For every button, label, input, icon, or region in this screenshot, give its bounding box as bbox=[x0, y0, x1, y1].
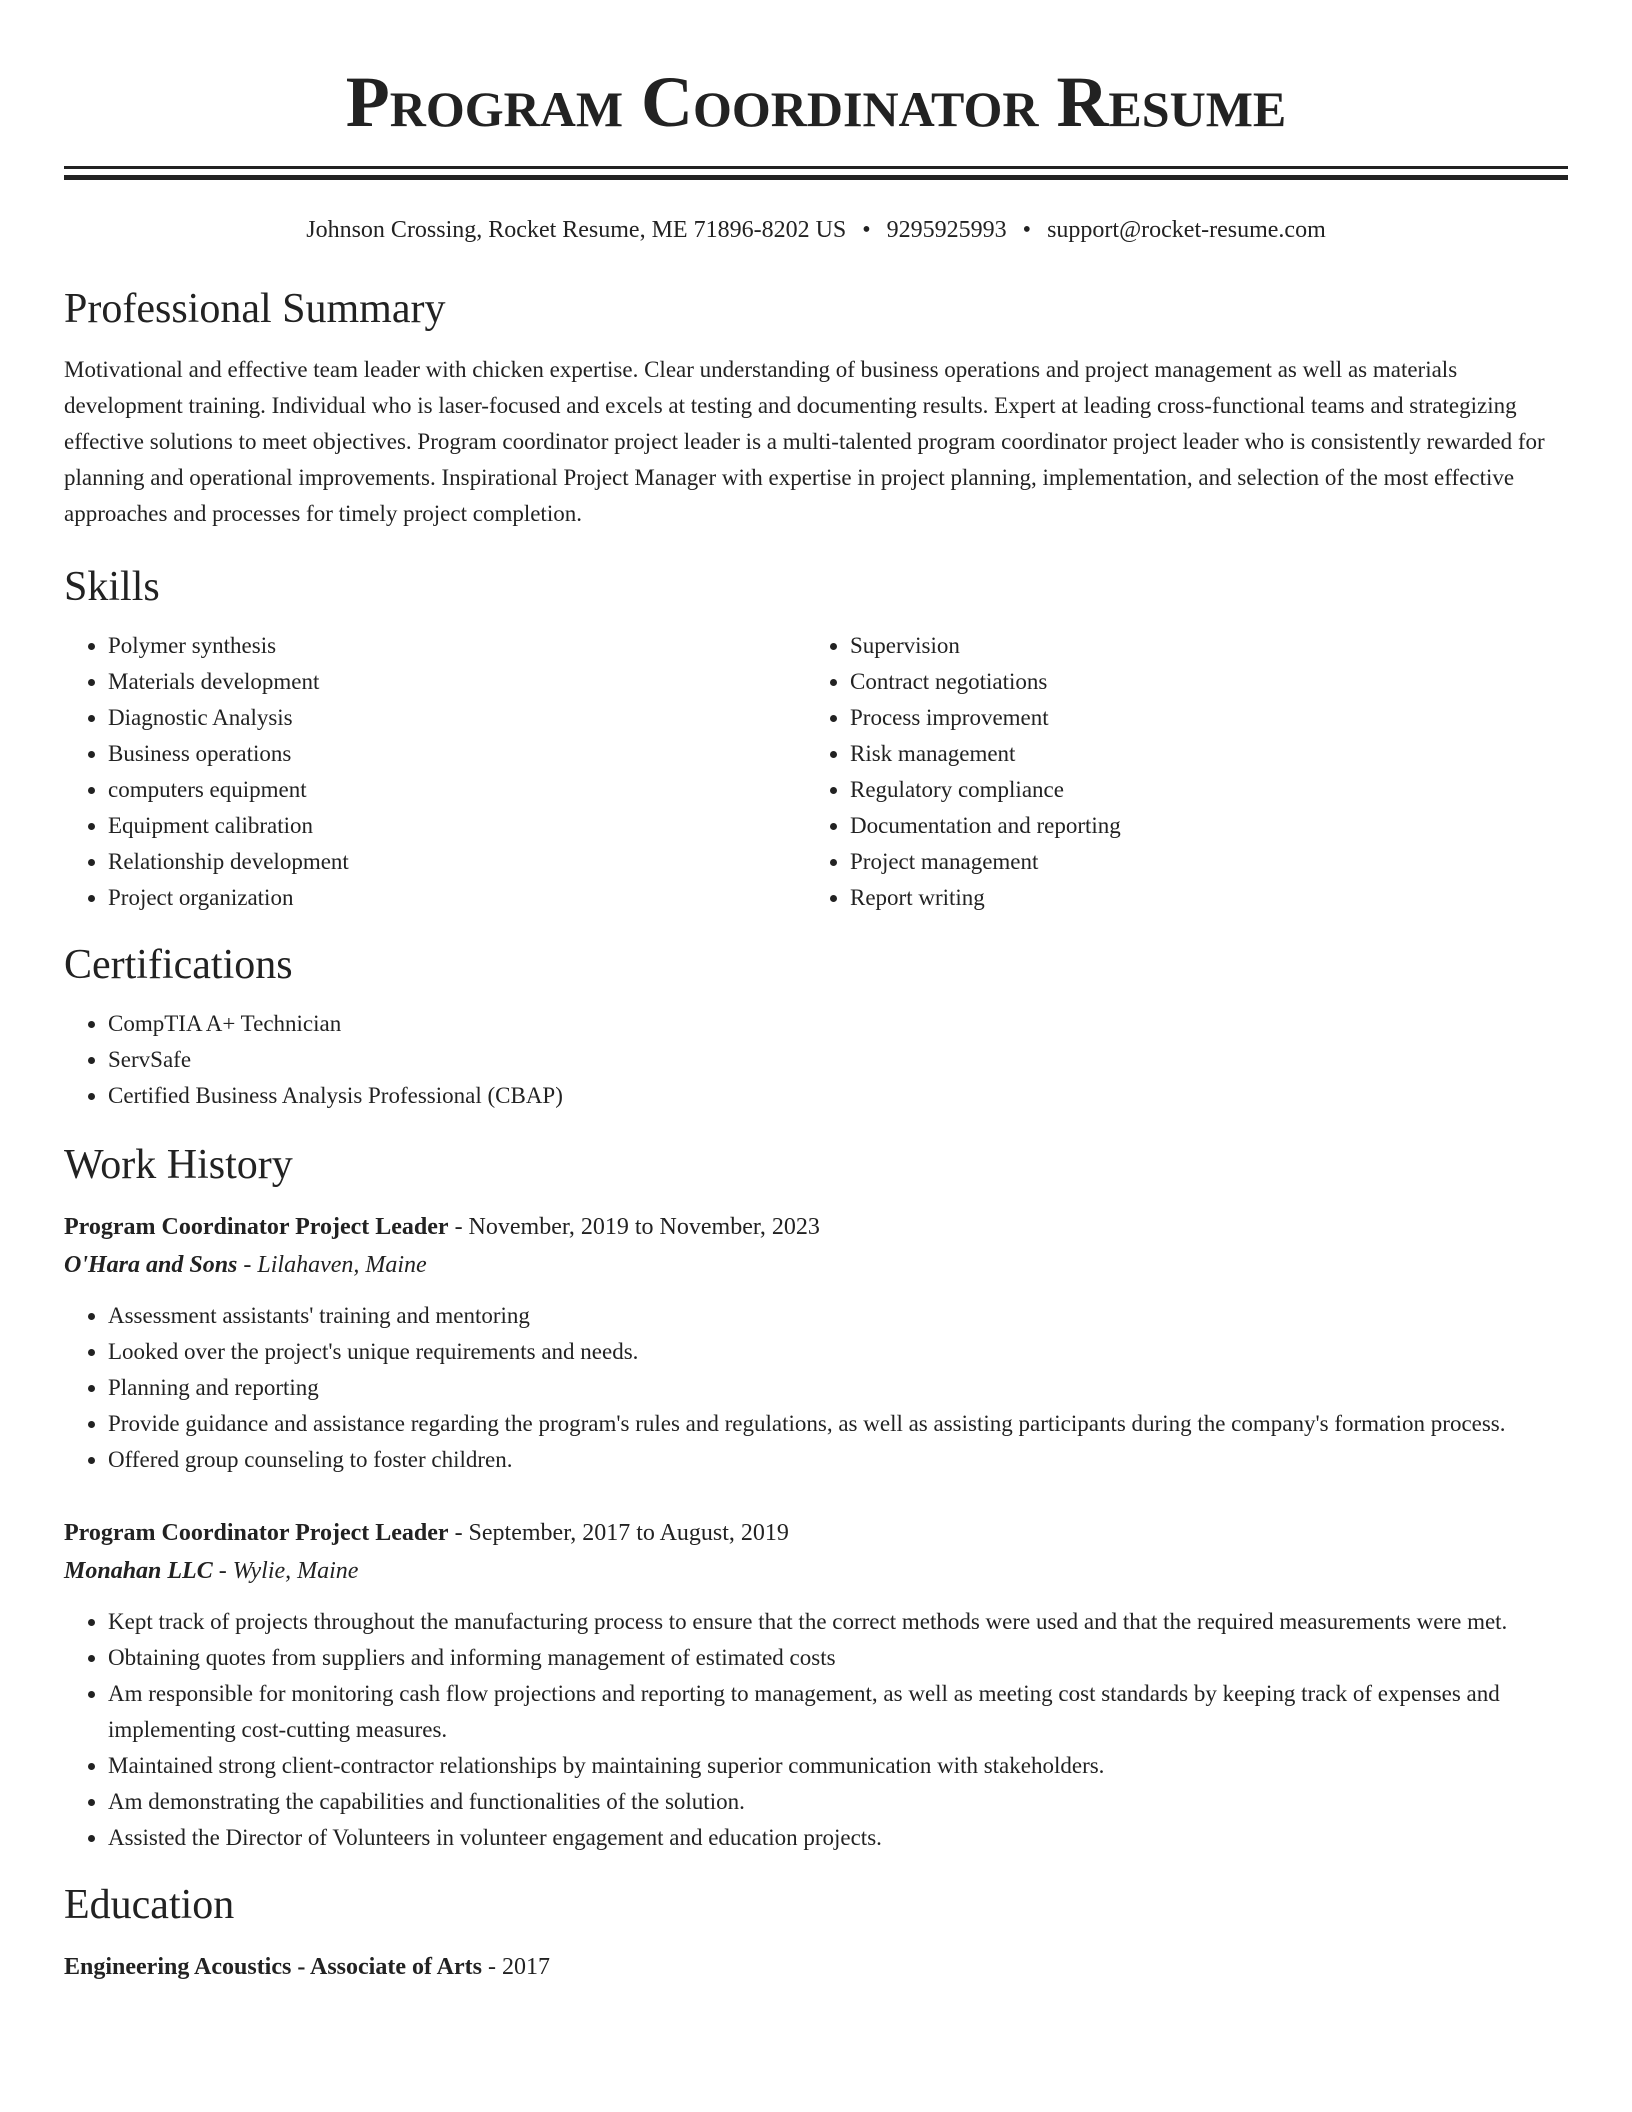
job-bullet: • Am demonstrating the capabilities and functionalities of the solution. bbox=[108, 1784, 1568, 1820]
job-title: Program Coordinator Project Leader bbox=[64, 1214, 449, 1240]
skills-list-right bbox=[806, 628, 1548, 916]
skill-item: • computers equipment bbox=[108, 772, 806, 808]
skill-item: • Contract negotiations bbox=[850, 664, 1548, 700]
contact-line bbox=[64, 214, 1568, 246]
title-divider-thick bbox=[64, 175, 1568, 180]
job-bullet: • Am responsible for monitoring cash flow projections and reporting to management, as well as meeting cost standards by keeping track of expenses and implementing cost-cutting measures. bbox=[108, 1676, 1568, 1748]
skill-item: • Documentation and reporting bbox=[850, 808, 1548, 844]
job-dates: - November, 2019 to November, 2023 bbox=[448, 1214, 820, 1240]
job-bullet: • Assisted the Director of Volunteers in volunteer engagement and education projects. bbox=[108, 1820, 1568, 1856]
job-bullet: • Obtaining quotes from suppliers and informing management of estimated costs bbox=[108, 1640, 1568, 1676]
company-line bbox=[64, 1246, 1568, 1284]
contact-separator: • bbox=[1022, 217, 1032, 243]
resume-page bbox=[64, 0, 1568, 1986]
job-bullets bbox=[64, 1298, 1568, 1478]
skills-heading: Skills bbox=[64, 564, 160, 610]
skill-item: • Relationship development bbox=[108, 844, 806, 880]
skill-item: • Report writing bbox=[850, 880, 1548, 916]
skills-grid bbox=[64, 628, 1568, 916]
job-entry bbox=[64, 1514, 1568, 1856]
certification-item: • CompTIA A+ Technician bbox=[108, 1006, 1568, 1042]
skill-item: • Project organization bbox=[108, 880, 806, 916]
company-name: O'Hara and Sons bbox=[64, 1252, 238, 1278]
summary-heading: Professional Summary bbox=[64, 286, 446, 332]
job-bullet: • Offered group counseling to foster children. bbox=[108, 1442, 1568, 1478]
company-location: - Lilahaven, Maine bbox=[237, 1252, 427, 1278]
skill-item: • Materials development bbox=[108, 664, 806, 700]
skill-item: • Polymer synthesis bbox=[108, 628, 806, 664]
certification-item: • ServSafe bbox=[108, 1042, 1568, 1078]
skill-item: • Business operations bbox=[108, 736, 806, 772]
contact-phone: 9295925993 bbox=[886, 217, 1007, 243]
contact-email: support@rocket-resume.com bbox=[1047, 217, 1326, 243]
company-name: Monahan LLC bbox=[64, 1558, 213, 1584]
job-title-line bbox=[64, 1208, 1568, 1246]
job-bullet: • Kept track of projects throughout the manufacturing process to ensure that the correct methods were used and that the required measurements were met. bbox=[108, 1604, 1568, 1640]
education-heading: Education bbox=[64, 1882, 235, 1928]
skills-list-left bbox=[64, 628, 806, 916]
certification-item: • Certified Business Analysis Professional (CBAP) bbox=[108, 1078, 1568, 1114]
certifications-heading: Certifications bbox=[64, 942, 293, 988]
job-bullet: • Provide guidance and assistance regarding the program's rules and regulations, as well as assisting participants during the company's formation process. bbox=[108, 1406, 1568, 1442]
skill-item: • Project management bbox=[850, 844, 1548, 880]
contact-separator: • bbox=[862, 217, 871, 243]
summary-text: Motivational and effective team leader with chicken expertise. Clear understanding of business operations and project management as well as materials development training. Individual who is laser-focused and excels at testing and documenting results. Expert at leading cross-functional teams and strategizing effective solutions to meet objectives. Program coordinator project leader is a multi-talented program coordinator project leader who is consistently rewarded for planning and operational improvements. Inspirational Project Manager with expertise in project planning, implementation, and selection of the most effective approaches and processes for timely project completion. bbox=[64, 357, 1545, 526]
skill-item: • Diagnostic Analysis bbox=[108, 700, 806, 736]
skill-item: • Equipment calibration bbox=[108, 808, 806, 844]
education-degree: Engineering Acoustics - Associate of Arts bbox=[64, 1954, 482, 1980]
company-location: - Wylie, Maine bbox=[212, 1558, 359, 1584]
resume-title: Program Coordinator Resume bbox=[345, 62, 1287, 142]
skills-column-left bbox=[64, 628, 806, 916]
skills-column-right bbox=[806, 628, 1548, 916]
job-title-line bbox=[64, 1514, 1568, 1552]
job-title: Program Coordinator Project Leader bbox=[64, 1520, 449, 1546]
job-bullet: • Assessment assistants' training and mentoring bbox=[108, 1298, 1568, 1334]
skill-item: • Process improvement bbox=[850, 700, 1548, 736]
skill-item: • Supervision bbox=[850, 628, 1548, 664]
education-entry bbox=[64, 1948, 1568, 1986]
job-bullet: • Planning and reporting bbox=[108, 1370, 1568, 1406]
job-bullet: • Looked over the project's unique requirements and needs. bbox=[108, 1334, 1568, 1370]
job-dates: - September, 2017 to August, 2019 bbox=[448, 1520, 789, 1546]
certifications-list bbox=[64, 1006, 1568, 1114]
job-entry bbox=[64, 1208, 1568, 1478]
education-year: - 2017 bbox=[481, 1954, 550, 1980]
job-bullet: • Maintained strong client-contractor relationships by maintaining superior communication with stakeholders. bbox=[108, 1748, 1568, 1784]
job-bullets bbox=[64, 1604, 1568, 1856]
company-line bbox=[64, 1552, 1568, 1590]
work-history-heading: Work History bbox=[64, 1142, 293, 1188]
contact-address: Johnson Crossing, Rocket Resume, ME 71896-8202 US bbox=[306, 217, 847, 243]
title-divider-thin bbox=[64, 166, 1568, 169]
skill-item: • Risk management bbox=[850, 736, 1548, 772]
skill-item: • Regulatory compliance bbox=[850, 772, 1548, 808]
